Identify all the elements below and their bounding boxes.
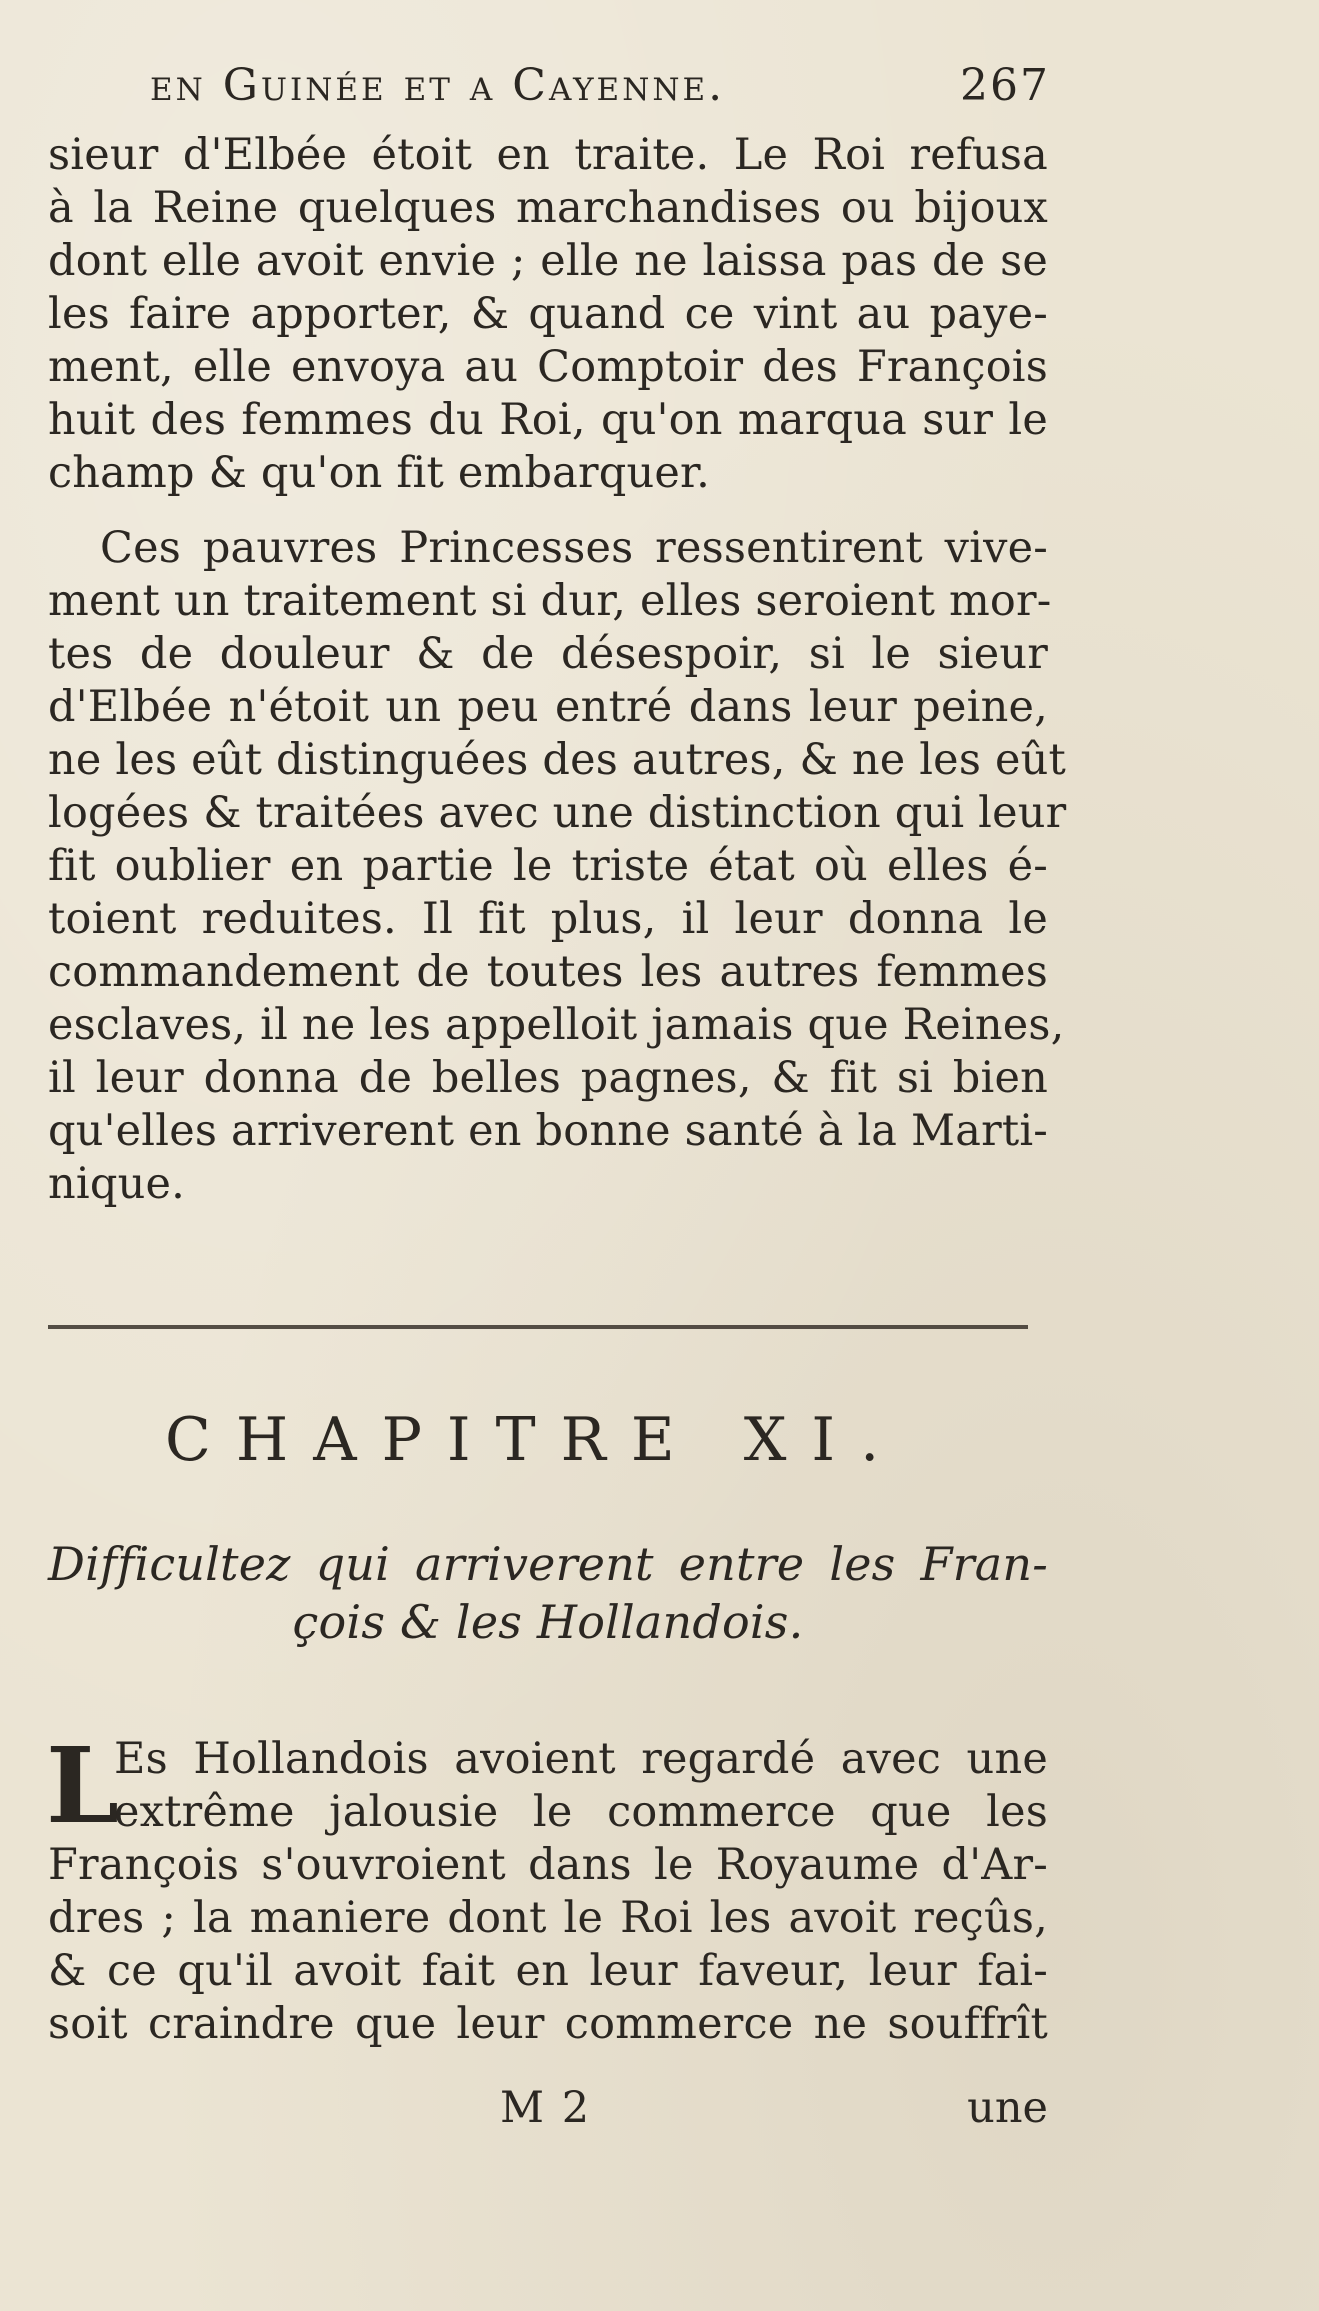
signature-mark: M 2	[500, 2083, 592, 2133]
text-line: commandement de toutes les autres femmes	[48, 947, 1048, 997]
paragraph-3	[46, 1724, 1048, 2051]
text-line: ment, elle envoya au Comptoir des François	[48, 342, 1048, 392]
text-line: esclaves, il ne les appelloit jamais que Reines,	[48, 1000, 1065, 1050]
text-line: nique.	[48, 1159, 185, 1209]
running-head-title: en Guinée et a Cayenne.	[150, 60, 726, 111]
text-line: Ces pauvres Princesses ressentirent vive-	[100, 523, 1048, 573]
text-line: les faire apporter, & quand ce vint au paye-	[48, 289, 1048, 339]
text-line: sieur d'Elbée étoit en traite. Le Roi refusa	[48, 130, 1048, 180]
text-line: ne les eût distinguées des autres, & ne les eût	[48, 735, 1066, 785]
text-line: dres ; la maniere dont le Roi les avoit reçûs,	[48, 1893, 1048, 1943]
text-line: & ce qu'il avoit fait en leur faveur, leur fai-	[48, 1946, 1048, 1996]
text-line: il leur donna de belles pagnes, & fit si bien	[48, 1053, 1048, 1103]
text-line: toient reduites. Il fit plus, il leur donna le	[48, 894, 1048, 944]
text-line: champ & qu'on fit embarquer.	[48, 448, 710, 498]
text-line: soit craindre que leur commerce ne souffrît	[48, 1999, 1048, 2049]
paragraph-1	[48, 129, 1048, 500]
page-footer	[48, 2080, 1048, 2136]
subtitle-line: Difficultez qui arriverent entre les Fran-	[48, 1537, 1048, 1591]
text-line: d'Elbée n'étoit un peu entré dans leur peine,	[48, 682, 1048, 732]
running-head	[150, 58, 1050, 114]
section-divider	[48, 1325, 1028, 1329]
text-line: logées & traitées avec une distinction qui leur	[48, 788, 1067, 838]
catchword: une	[967, 2083, 1048, 2133]
text-line: Es Hollandois avoient regardé avec une	[114, 1734, 1048, 1784]
chapter-heading: CHAPITRE XI.	[165, 1405, 905, 1475]
text-line: fit oublier en partie le triste état où elles é-	[48, 841, 1048, 891]
text-line: extrême jalousie le commerce que les	[114, 1787, 1048, 1837]
text-line: à la Reine quelques marchandises ou bijoux	[48, 183, 1048, 233]
text-line: ment un traitement si dur, elles seroient mor-	[48, 576, 1052, 626]
text-line: tes de douleur & de désespoir, si le sieur	[48, 629, 1048, 679]
subtitle-line: çois & les Hollandois.	[292, 1595, 804, 1649]
text-line: dont elle avoit envie ; elle ne laissa pas de se	[48, 236, 1048, 286]
text-line: huit des femmes du Roi, qu'on marqua sur le	[48, 395, 1048, 445]
drop-cap: L	[46, 1724, 120, 1847]
text-line: qu'elles arriverent en bonne santé à la Marti-	[48, 1106, 1048, 1156]
text-line: François s'ouvroient dans le Royaume d'Ar-	[48, 1840, 1048, 1890]
paragraph-2	[48, 522, 1067, 1211]
page-number: 267	[960, 60, 1050, 111]
chapter-subtitle	[48, 1535, 1048, 1651]
